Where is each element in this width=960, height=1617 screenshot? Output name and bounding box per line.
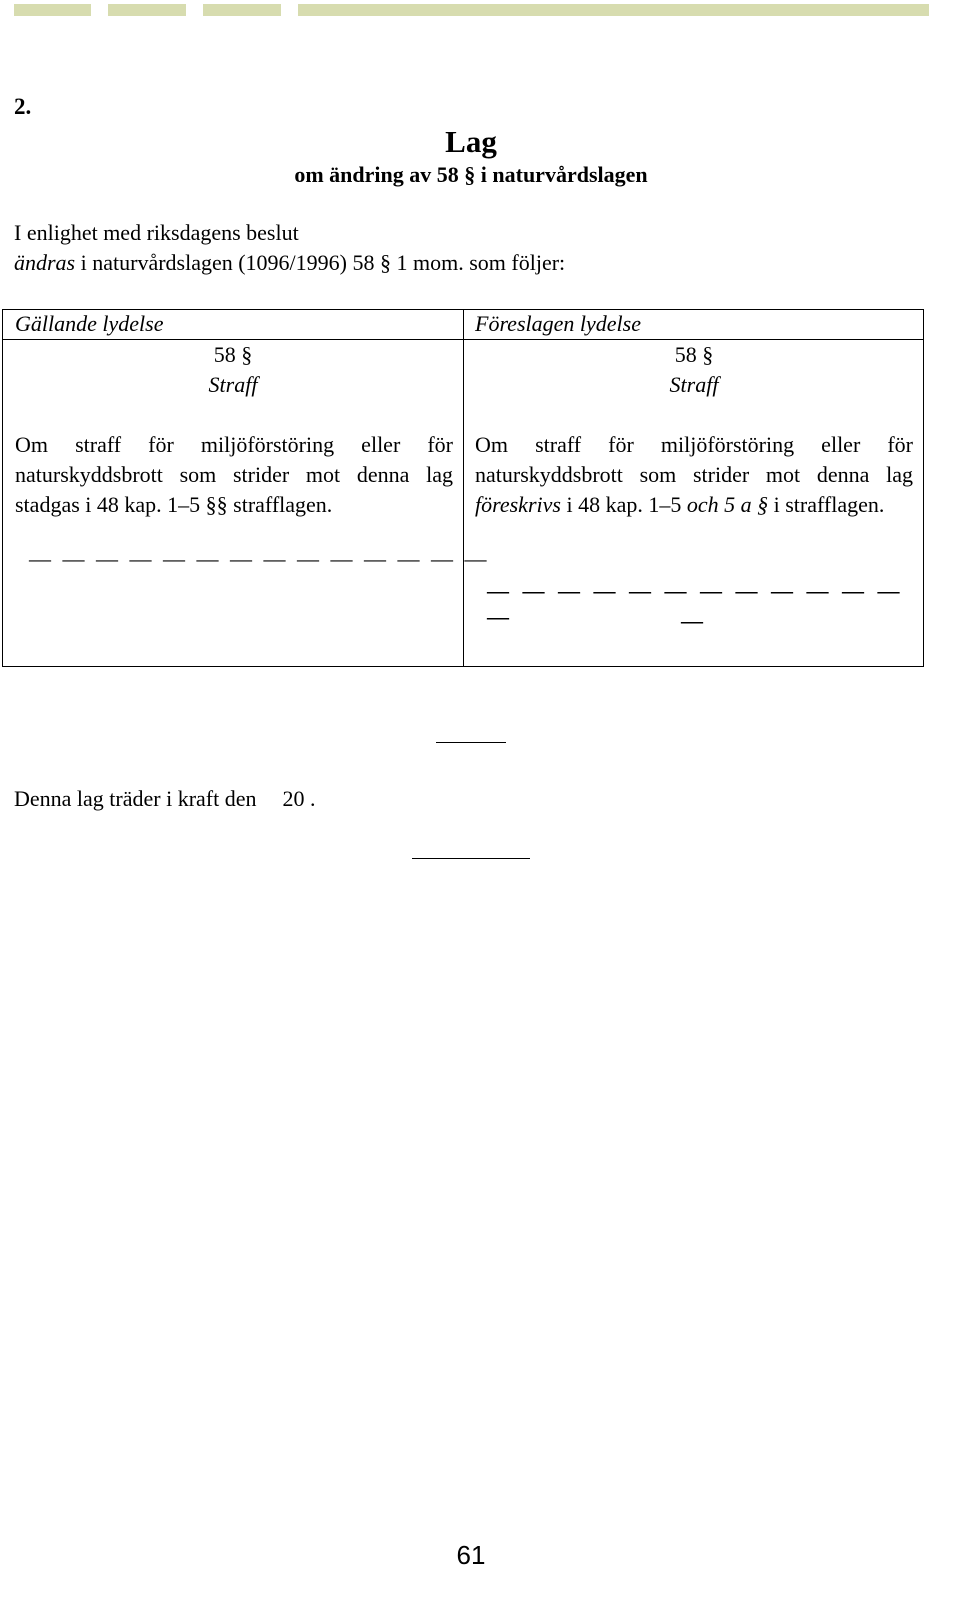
header-bar-4 <box>298 4 929 16</box>
intro-line-1: I enlighet med riksdagens beslut <box>14 220 299 245</box>
proposed-section-number: 58 § <box>674 342 714 367</box>
current-section-title: Straff <box>208 372 258 397</box>
intro-line-2 <box>14 250 565 276</box>
proposed-wording-heading: Föreslagen lydelse <box>475 311 641 336</box>
current-wording-heading: Gällande lydelse <box>15 311 164 336</box>
intro-line-2-rest: i naturvårdslagen (1096/1996) 58 § 1 mom. som följer: <box>75 250 566 275</box>
law-subtitle: om ändring av 58 § i naturvårdslagen <box>294 162 648 187</box>
proposed-paragraph-part-5: i strafflagen. <box>768 492 885 517</box>
proposed-paragraph <box>475 430 913 520</box>
proposed-omission-dashes: — — — — — — — — — — — — — <box>487 578 904 629</box>
proposed-paragraph-part-3: i 48 kap. 1–5 <box>560 492 687 517</box>
effective-date-line <box>14 786 316 812</box>
law-title: Lag <box>445 124 497 159</box>
current-section-number: 58 § <box>213 342 253 367</box>
proposed-omission-dash-end: — <box>681 608 706 633</box>
proposed-paragraph-part-4: och 5 a § <box>686 492 769 517</box>
proposed-paragraph-part-2: föreskrivs <box>475 492 561 517</box>
effective-date-text: Denna lag träder i kraft den <box>14 786 257 811</box>
effective-date-year: 20 . <box>282 786 316 811</box>
comparison-table <box>2 309 924 667</box>
intro-amend-word: ändras <box>14 250 76 275</box>
header-bar-3 <box>203 4 281 16</box>
page-number: 61 <box>456 1540 486 1570</box>
short-divider <box>436 742 506 743</box>
end-divider <box>412 858 530 859</box>
current-omission-dashes: — — — — — — — — — — — — — — <box>29 546 490 571</box>
section-number: 2. <box>14 94 32 119</box>
table-header-divider <box>3 339 923 340</box>
header-bar-1 <box>14 4 91 16</box>
current-paragraph: Om straff för miljöförstöring eller för naturskyddsbrott som strider mot denna lag stadgas i 48 kap. 1–5 §§ strafflagen. <box>15 432 453 517</box>
proposed-paragraph-part-1: Om straff för miljöförstöring eller för naturskyddsbrott som strider mot denna lag <box>475 432 913 487</box>
header-bar-2 <box>108 4 186 16</box>
proposed-section-title: Straff <box>669 372 719 397</box>
